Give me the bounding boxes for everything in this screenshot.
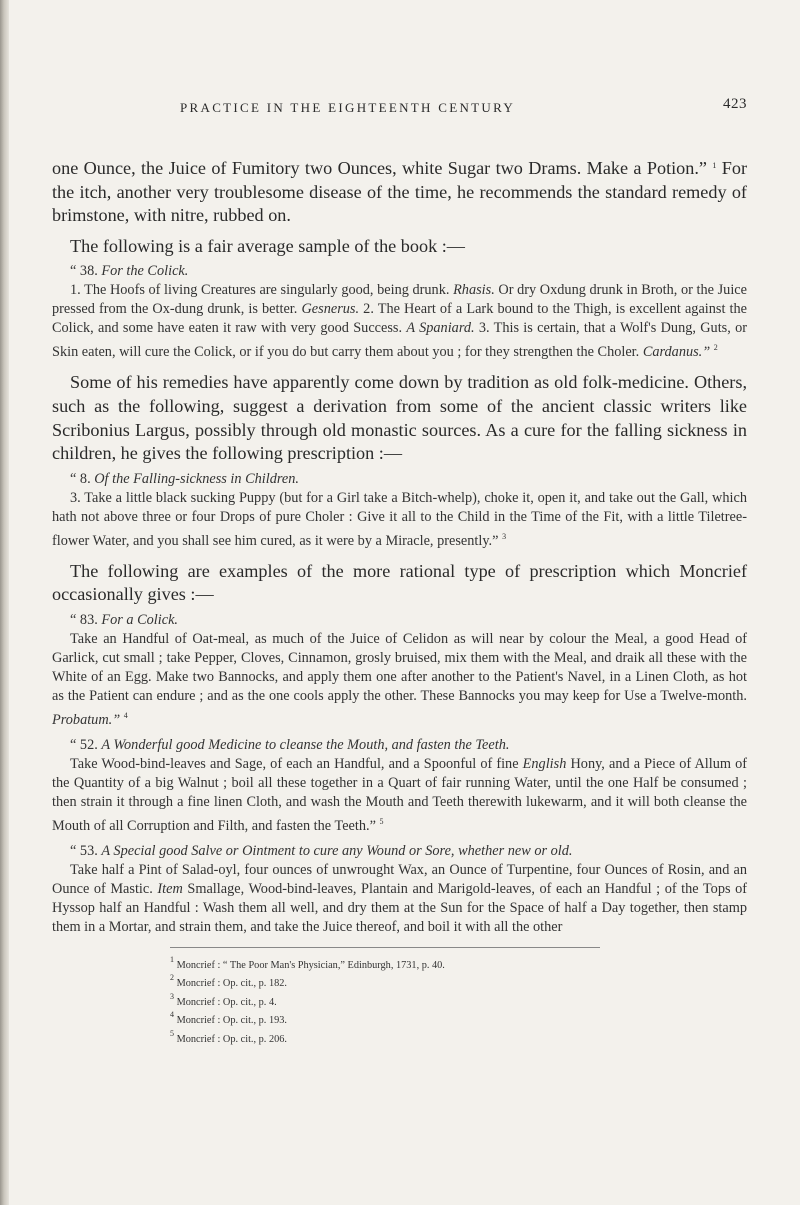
- footnote: $^3$ Moncrief : Op. cit., p. 4.: [170, 991, 277, 1008]
- footnotes: [170, 954, 747, 1047]
- paragraph-2: The following is a fair average sample of the book :—: [70, 235, 465, 256]
- footnote: $^4$ Moncrief : Op. cit., p. 193.: [170, 1010, 287, 1027]
- paragraph-4: The following are examples of the more rational type of prescription which Moncrief occasionally gives :—: [52, 560, 747, 605]
- footnote-ref-5: 5: [379, 816, 384, 826]
- footnote-ref-2: 2: [713, 343, 718, 353]
- footnote: $^1$ Moncrief : “ The Poor Man's Physician,” Edinburgh, 1731, p. 40.: [170, 954, 445, 971]
- footnote-rule: [170, 947, 600, 948]
- body-text: [52, 154, 747, 937]
- quote-38-body: 1. The Hoofs of living Creatures are singularly good, being drunk. Rhasis. Or dry Oxdung drunk in Broth, or the Juice pressed from the Ox-dung drunk, is better. Gesnerus. 2. The Heart of a Lark bound to the Thigh, is excellent against the Colick, and some have eaten it raw with very good Success. A Spaniard. 3. This is certain, that a Wolf's Dung, Guts, or Skin eaten, will cure the Colick, or if you do but carry them about you ; for they strengthen the Choler. Cardanus.” $^2$: [52, 282, 748, 361]
- footnote-ref-1: 1: [712, 161, 717, 170]
- quote-8-heading: “ 8. Of the Falling-sickness in Children.: [70, 470, 299, 487]
- book-page: [52, 96, 747, 1046]
- footnote: $^5$ Moncrief : Op. cit., p. 206.: [170, 1028, 287, 1045]
- footnote: $^2$ Moncrief : Op. cit., p. 182.: [170, 973, 287, 990]
- quote-52-heading: “ 52. A Wonderful good Medicine to cleanse the Mouth, and fasten the Teeth.: [70, 736, 510, 753]
- footnote-ref-4: 4: [123, 710, 128, 720]
- running-head-title: PRACTICE IN THE EIGHTEENTH CENTURY: [180, 100, 516, 115]
- quote-38-heading: “ 38. For the Colick.: [70, 263, 189, 280]
- quote-52-body: Take Wood-bind-leaves and Sage, of each an Handful, and a Spoonful of fine English Hony, and a Piece of Allum of the Quantity of a big Walnut ; boil all these together in a Quart of fair running Water, until the one Half be consumed ; then strain it through a fine linen Cloth, and wash the Mouth and Teeth therewith lukewarm, and it will both cleanse the Mouth of all Corruption and Filth, and fasten the Teeth.” $^5$: [52, 755, 748, 834]
- footnote-ref-3: 3: [502, 531, 507, 541]
- paragraph-3: Some of his remedies have apparently come down by tradition as old folk-medicine. Others, such as the following, suggest a derivation from some of the ancient classic writers like Scribonius Largus, possibly through old monastic sources. As a cure for the falling sickness in children, he gives the following prescription :—: [52, 372, 747, 464]
- quote-83-body: Take an Handful of Oat-meal, as much of the Juice of Celidon as will near by colour the Meal, a good Head of Garlick, cut small ; take Pepper, Cloves, Cinnamon, grosly bruised, mix them with the Meal, and draik all these with the White of an Egg. Make two Bannocks, and apply them one after another to the Patient's Navel, in a Linen Cloth, as hot as the Patient can endure ; and as the one cools apply the other. These Bannocks you may keep for Use a Twelve-month. Probatum.” $^4$: [52, 630, 747, 728]
- quote-53-heading: “ 53. A Special good Salve or Ointment to cure any Wound or Sore, whether new or old.: [70, 842, 573, 859]
- quote-83-heading: “ 83. For a Colick.: [70, 611, 179, 628]
- running-head: [52, 96, 747, 118]
- page-number: 423: [723, 96, 747, 112]
- page-binding-edge: [0, 0, 9, 1205]
- quote-8-body: 3. Take a little black sucking Puppy (but for a Girl take a Bitch-whelp), choke it, open it, and take out the Gall, which hath not above three or four Drops of pure Choler : Give it all to the Child in the Time of the Fit, with a little Tiletree-flower Water, and you shall see him cured, as it were by a Miracle, presently.” $^3$: [52, 489, 747, 549]
- paragraph-1: one Ounce, the Juice of Fumitory two Ounces, white Sugar two Drams. Make a Potion.” $^1$ For the itch, another very troublesome disease of the time, he recommends the standard remedy of brimstone, with nitre, rubbed on.: [52, 158, 748, 226]
- quote-53-body: Take half a Pint of Salad-oyl, four ounces of unwrought Wax, an Ounce of Turpentine, four Ounces of Rosin, and an Ounce of Mastic. Item Smallage, Wood-bind-leaves, Plantain and Marigold-leaves, of each an Handful ; of the Tops of Hyssop half an Handful : Wash them all well, and dry them at the Sun for the Space of half a Day together, then stamp them in a Mortar, and strain them, and take the Juice thereof, and boil it with all the other: [52, 861, 748, 935]
